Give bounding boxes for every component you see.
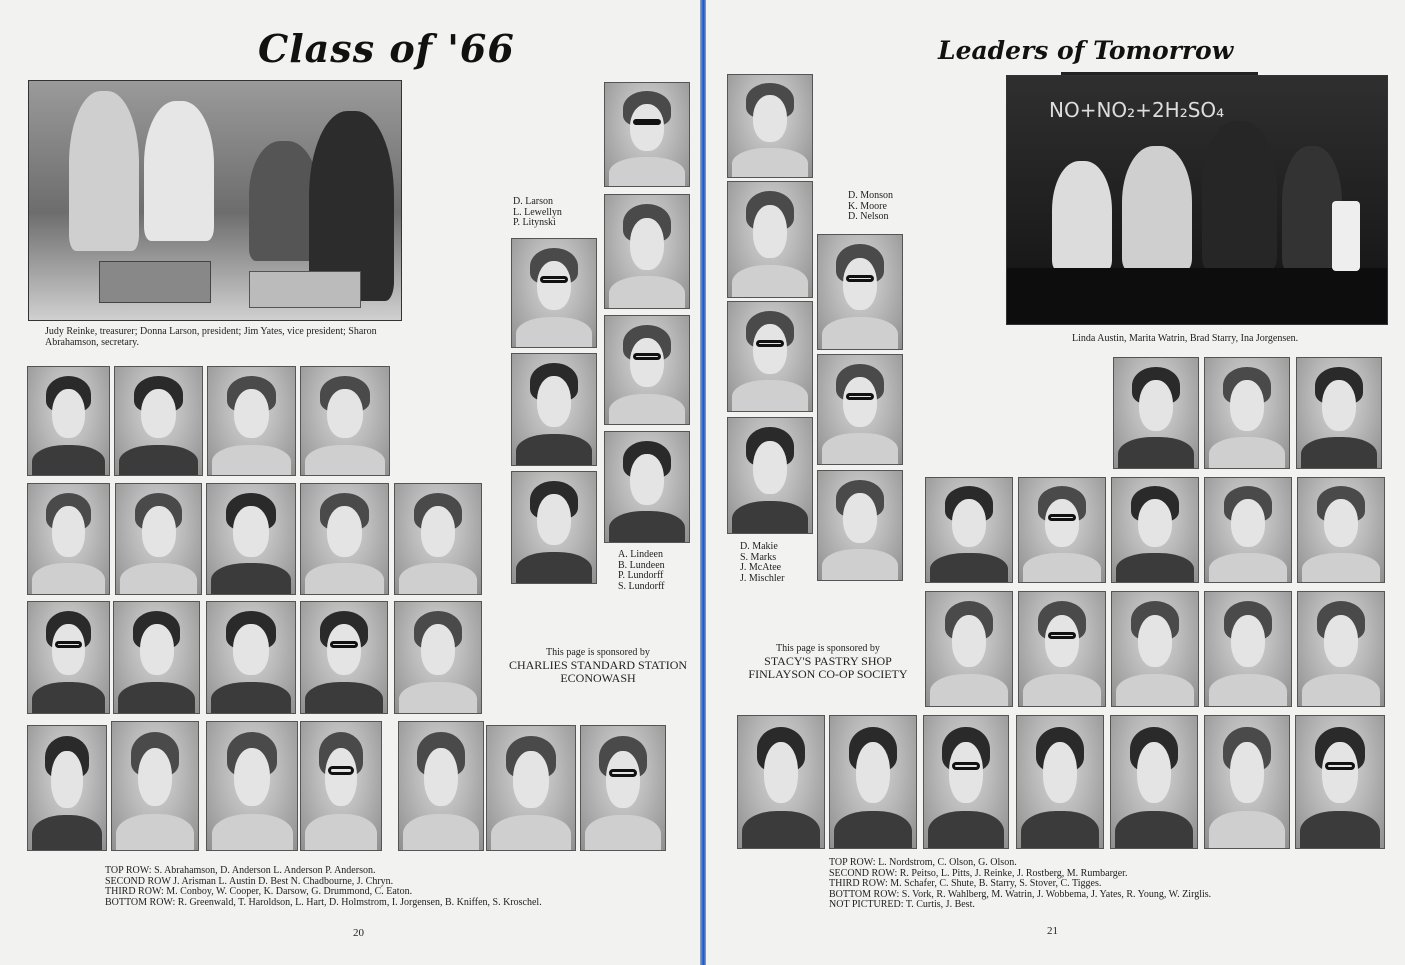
portrait [511,353,597,466]
sponsor-line: CHARLIES STANDARD STATION [508,658,688,672]
portrait [300,601,388,714]
portrait [727,301,813,412]
portrait [817,470,903,581]
row-line: THIRD ROW: M. Schafer, C. Shute, B. Starry, S. Stover, C. Tigges. [829,878,1102,889]
rows-caption [105,866,542,908]
page-number: 21 [1047,925,1058,937]
portrait [923,715,1009,849]
name-line: D. Monson [848,190,894,201]
name-line: K. Moore [848,200,887,212]
rows-caption [829,858,1211,911]
portrait [727,74,813,178]
sponsor-block [488,646,700,685]
portrait [1018,591,1106,707]
portrait [206,721,298,851]
portrait [1110,715,1198,849]
portrait [27,366,110,476]
portrait [300,483,389,595]
sponsor-intro: This page is sponsored by [546,647,650,658]
name-line: A. Lindeen [618,549,663,560]
portrait [727,181,813,298]
name-line: B. Lundeen [618,559,665,571]
portrait [486,725,576,851]
portrait [829,715,917,849]
portrait [737,715,825,849]
row-line: TOP ROW: S. Abrahamson, D. Anderson L. Anderson P. Anderson. [105,865,376,876]
portrait [1204,591,1292,707]
row-line: THIRD ROW: M. Conboy, W. Cooper, K. Darsow, G. Drummond, C. Eaton. [105,886,413,897]
portrait [1016,715,1104,849]
portrait [1297,477,1385,583]
sponsor-block [728,642,928,681]
right-page [706,0,1405,965]
portrait [1111,591,1199,707]
sponsor-line: ECONOWASH [560,671,636,685]
side-names-bottom [618,550,665,592]
page-title: Leaders of Tomorrow [938,36,1234,65]
name-line: L. Lewellyn [513,206,562,218]
portrait [727,417,813,534]
portrait [604,194,690,309]
portrait [207,366,296,476]
portrait [398,721,484,851]
chemistry-photo [1006,75,1388,325]
left-page [0,0,700,965]
sponsor-line: FINLAYSON CO-OP SOCIETY [748,667,908,681]
chalkboard-text: NO+NO₂+2H₂SO₄ [1049,98,1225,122]
row-line: BOTTOM ROW: S. Vork, R. Wahlberg, M. Watrin, J. Wobbema, J. Yates, R. Young, W. Zirglis. [829,888,1212,900]
name-line: P. Litynski [513,217,556,228]
portrait [511,471,597,584]
name-line: D. Makie [740,541,778,552]
portrait [113,601,200,714]
portrait [394,601,482,714]
name-line: D. Nelson [848,211,889,222]
portrait [114,366,203,476]
portrait [1113,357,1199,469]
sponsor-line: STACY'S PASTRY SHOP [764,654,892,668]
portrait [206,601,296,714]
name-line: S. Marks [740,551,777,563]
name-line: J. McAtee [740,562,782,573]
portrait [511,238,597,348]
portrait [604,431,690,543]
portrait [604,315,690,425]
portrait [115,483,202,595]
name-line: S. Lundorff [618,580,665,592]
officers-caption: Judy Reinke, treasurer; Donna Larson, president; Jim Yates, vice president; Sharon Abrahamson, secretary. [45,326,377,348]
portrait [604,82,690,187]
name-line: P. Lundorff [618,570,664,581]
side-names-top [848,191,893,223]
row-line: TOP ROW: L. Nordstrom, C. Olson, G. Olson. [829,857,1017,868]
portrait [817,354,903,465]
portrait [27,483,110,595]
portrait [111,721,199,851]
portrait [1295,715,1385,849]
portrait [1018,477,1106,583]
row-line: BOTTOM ROW: R. Greenwald, T. Haroldson, L. Hart, D. Holmstrom, I. Jorgensen, B. Kniffen, S. Kroschel. [105,896,542,908]
portrait [1204,477,1292,583]
name-line: J. Mischler [740,572,785,584]
page-title: Class of '66 [258,26,515,71]
chemistry-caption: Linda Austin, Marita Watrin, Brad Starry, Ina Jorgensen. [1072,333,1299,344]
portrait [394,483,482,595]
sponsor-intro: This page is sponsored by [776,643,880,654]
portrait [925,477,1013,583]
portrait [925,591,1013,707]
page-number: 20 [353,927,364,939]
portrait [1204,715,1290,849]
officers-photo [28,80,402,321]
portrait [1297,591,1385,707]
portrait [300,721,382,851]
side-names-top [513,197,562,229]
portrait [817,234,903,350]
side-names-bottom [740,542,784,584]
row-line: SECOND ROW J. Arisman L. Austin D. Best N. Chadbourne, J. Chryn. [105,875,394,887]
portrait [580,725,666,851]
portrait [1296,357,1382,469]
portrait [300,366,390,476]
row-line: NOT PICTURED: T. Curtis, J. Best. [829,899,975,910]
portrait [27,601,110,714]
portrait [206,483,296,595]
portrait [27,725,107,851]
row-line: SECOND ROW: R. Peitso, L. Pitts, J. Reinke, J. Rostberg, M. Rumbarger. [829,867,1128,879]
portrait [1111,477,1199,583]
portrait [1204,357,1290,469]
name-line: D. Larson [513,196,553,207]
